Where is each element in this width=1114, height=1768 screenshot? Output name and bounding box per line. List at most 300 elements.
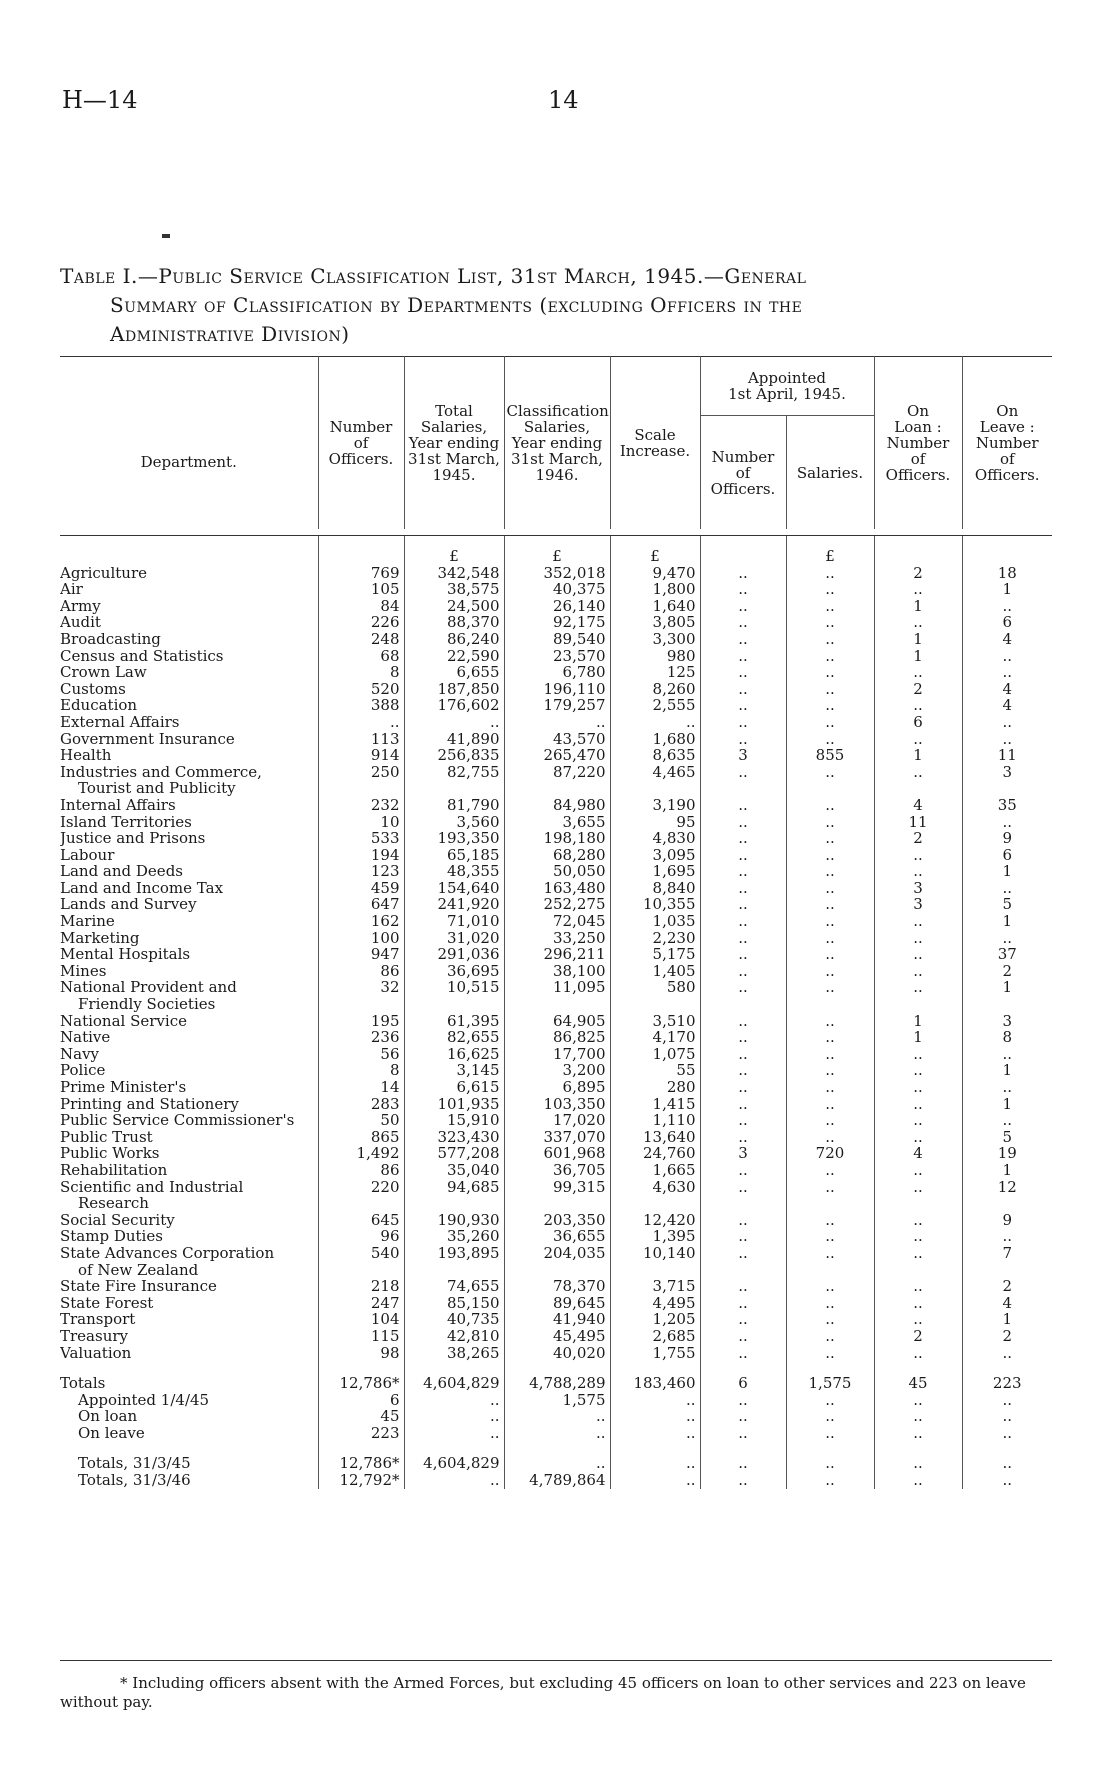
header-department: Department. — [140, 453, 237, 471]
cell-tot: .. — [404, 1408, 504, 1425]
cell-cls: 89,645 — [504, 1295, 610, 1312]
cell-as: .. — [786, 764, 874, 797]
cell-tot: .. — [404, 714, 504, 731]
cell-scl: 3,190 — [610, 797, 700, 814]
cell-loan: .. — [874, 1278, 962, 1295]
cell-cls: 196,110 — [504, 681, 610, 698]
department-name: Printing and Stationery — [60, 1095, 239, 1113]
cell-as: .. — [786, 1345, 874, 1362]
cell-as: .. — [786, 731, 874, 748]
department-row — [60, 714, 1052, 731]
cell-scl: 3,805 — [610, 614, 700, 631]
cell-tot: 154,640 — [404, 880, 504, 897]
h-tot-line: 31st March, — [408, 450, 500, 468]
unit-appointed-salaries: £ — [786, 536, 874, 565]
cell-leave: 1 — [962, 1062, 1052, 1079]
cell-leave: 3 — [962, 764, 1052, 797]
cell-an: .. — [700, 697, 786, 714]
cell-scl: 8,840 — [610, 880, 700, 897]
cell-n: 647 — [318, 896, 404, 913]
cell-as: .. — [786, 946, 874, 963]
cell-cls: 203,350 — [504, 1212, 610, 1229]
cell-tot: 176,602 — [404, 697, 504, 714]
cell-tot: 6,615 — [404, 1079, 504, 1096]
cell-cls: 198,180 — [504, 830, 610, 847]
cell-scl: 1,695 — [610, 863, 700, 880]
department-name: Crown Law — [60, 664, 147, 681]
cell-tot: 24,500 — [404, 598, 504, 615]
department-name: Lands and Survey — [60, 896, 197, 914]
cell-cls: 40,375 — [504, 581, 610, 598]
header-on-leave — [962, 357, 1052, 530]
cell-n: 247 — [318, 1295, 404, 1312]
department-name: Totals — [60, 1374, 106, 1392]
cell-an: .. — [700, 1311, 786, 1328]
cell-tot: 6,655 — [404, 664, 504, 681]
department-row — [60, 1062, 1052, 1079]
cell-cls: 72,045 — [504, 913, 610, 930]
department-row — [60, 963, 1052, 980]
cell-n: 236 — [318, 1029, 404, 1046]
stray-mark — [162, 234, 170, 238]
cell-leave: .. — [962, 731, 1052, 748]
h-app-line: 1st April, 1945. — [728, 385, 846, 403]
department-name: Industries and Commerce, Tourist and Publicity — [60, 764, 318, 797]
title-line-2: Summary of Classification by Departments (excluding Officers in the — [110, 293, 803, 317]
cell-as: .. — [786, 1013, 874, 1030]
cell-as: .. — [786, 1441, 874, 1472]
totals-sub-row — [60, 1408, 1052, 1425]
cell-cls: 163,480 — [504, 880, 610, 897]
cell-loan: .. — [874, 1392, 962, 1409]
cell-tot: 3,145 — [404, 1062, 504, 1079]
cell-as: .. — [786, 1212, 874, 1229]
cell-n: 12,786* — [318, 1441, 404, 1472]
cell-loan: .. — [874, 1345, 962, 1362]
cell-leave: 3 — [962, 1013, 1052, 1030]
department-name: Land and Income Tax — [60, 879, 224, 897]
header-total-salaries — [404, 357, 504, 530]
cell-tot: 4,604,829 — [404, 1441, 504, 1472]
cell-loan: .. — [874, 1425, 962, 1442]
department-name-continued: of New Zealand — [78, 1260, 199, 1279]
page-number: 14 — [548, 86, 579, 114]
cell-cls: 36,705 — [504, 1162, 610, 1179]
cell-scl: 3,715 — [610, 1278, 700, 1295]
cell-loan: .. — [874, 1408, 962, 1425]
department-row — [60, 631, 1052, 648]
cell-scl: 280 — [610, 1079, 700, 1096]
cell-n: 226 — [318, 614, 404, 631]
cell-cls: 6,780 — [504, 664, 610, 681]
cell-n: 388 — [318, 697, 404, 714]
cell-n: 1,492 — [318, 1145, 404, 1162]
cell-n: 96 — [318, 1228, 404, 1245]
department-row — [60, 1212, 1052, 1229]
cell-cls: 89,540 — [504, 631, 610, 648]
cell-loan: 11 — [874, 814, 962, 831]
cell-as: .. — [786, 714, 874, 731]
cell-n: 14 — [318, 1079, 404, 1096]
cell-n: 947 — [318, 946, 404, 963]
cell-as: .. — [786, 1408, 874, 1425]
cell-scl: 3,300 — [610, 631, 700, 648]
cell-n: 50 — [318, 1112, 404, 1129]
cell-as: .. — [786, 1392, 874, 1409]
cell-loan: .. — [874, 1228, 962, 1245]
cell-n: 459 — [318, 880, 404, 897]
cell-as: .. — [786, 598, 874, 615]
department-row — [60, 1145, 1052, 1162]
cell-as: .. — [786, 1425, 874, 1442]
h-loan-line: of — [910, 450, 926, 468]
cell-cls: 36,655 — [504, 1228, 610, 1245]
cell-leave: 4 — [962, 631, 1052, 648]
cell-loan: .. — [874, 1245, 962, 1278]
cell-an: .. — [700, 1046, 786, 1063]
cell-cls: 265,470 — [504, 747, 610, 764]
cell-loan: .. — [874, 1162, 962, 1179]
cell-loan: .. — [874, 1079, 962, 1096]
cell-cls: .. — [504, 714, 610, 731]
cell-tot: 82,755 — [404, 764, 504, 797]
cell-an: .. — [700, 896, 786, 913]
h-tot-line: Total — [435, 402, 473, 420]
cell-loan: .. — [874, 1112, 962, 1129]
cell-leave: 223 — [962, 1361, 1052, 1392]
cell-cls: 352,018 — [504, 565, 610, 582]
cell-an: 3 — [700, 1145, 786, 1162]
cell-tot: 35,260 — [404, 1228, 504, 1245]
cell-cls: 84,980 — [504, 797, 610, 814]
cell-an: .. — [700, 863, 786, 880]
cell-scl: .. — [610, 714, 700, 731]
header-appointed — [700, 357, 874, 416]
cell-tot: 61,395 — [404, 1013, 504, 1030]
cell-loan: .. — [874, 697, 962, 714]
cell-scl: .. — [610, 1425, 700, 1442]
cell-cls: 99,315 — [504, 1179, 610, 1212]
cell-n: 10 — [318, 814, 404, 831]
h-loan-line: Number — [886, 434, 950, 452]
cell-as: .. — [786, 1295, 874, 1312]
department-name: Agriculture — [60, 564, 147, 582]
cell-an: .. — [700, 1096, 786, 1113]
cell-loan: 1 — [874, 631, 962, 648]
h-cls-line: Year ending — [511, 434, 603, 452]
cell-scl: 980 — [610, 648, 700, 665]
h-num-line: Number — [329, 418, 393, 436]
h-app-line: Appointed — [747, 369, 827, 387]
cell-cls: 337,070 — [504, 1129, 610, 1146]
cell-loan: 1 — [874, 598, 962, 615]
cell-cls: 296,211 — [504, 946, 610, 963]
cell-n: 32 — [318, 979, 404, 1012]
department-name: Appointed 1/4/45 — [78, 1391, 210, 1409]
h-cls-line: Salaries, — [523, 418, 591, 436]
department-name: Education — [60, 697, 138, 714]
cell-tot: 94,685 — [404, 1179, 504, 1212]
cell-as: .. — [786, 581, 874, 598]
department-row — [60, 1328, 1052, 1345]
cell-scl: 4,170 — [610, 1029, 700, 1046]
cell-leave: .. — [962, 714, 1052, 731]
cell-cls: 6,895 — [504, 1079, 610, 1096]
department-row — [60, 979, 1052, 1012]
department-name: Mines — [60, 962, 107, 980]
cell-as: .. — [786, 1228, 874, 1245]
cell-tot: 82,655 — [404, 1029, 504, 1046]
cell-an: .. — [700, 731, 786, 748]
cell-as: .. — [786, 1311, 874, 1328]
cell-as: .. — [786, 1112, 874, 1129]
department-row — [60, 913, 1052, 930]
h-leave-line: of — [999, 450, 1015, 468]
cell-an: .. — [700, 1345, 786, 1362]
cell-scl: 13,640 — [610, 1129, 700, 1146]
cell-loan: .. — [874, 1472, 962, 1489]
cell-scl: 4,830 — [610, 830, 700, 847]
cell-loan: .. — [874, 664, 962, 681]
cell-an: .. — [700, 913, 786, 930]
cell-tot: 74,655 — [404, 1278, 504, 1295]
cell-an: .. — [700, 1278, 786, 1295]
department-row — [60, 797, 1052, 814]
department-name: Land and Deeds — [60, 863, 183, 880]
cell-leave: 19 — [962, 1145, 1052, 1162]
cell-an: .. — [700, 598, 786, 615]
cell-loan: .. — [874, 731, 962, 748]
classification-table — [60, 356, 1052, 1489]
department-name: National Service — [60, 1012, 187, 1030]
cell-as: .. — [786, 1179, 874, 1212]
cell-as: .. — [786, 896, 874, 913]
cell-n: 283 — [318, 1096, 404, 1113]
department-name: Mental Hospitals — [60, 946, 191, 963]
cell-an: 3 — [700, 747, 786, 764]
cell-leave: 5 — [962, 1129, 1052, 1146]
cell-cls: 23,570 — [504, 648, 610, 665]
cell-scl: 4,495 — [610, 1295, 700, 1312]
cell-cls: 3,200 — [504, 1062, 610, 1079]
department-row — [60, 847, 1052, 864]
cell-tot: 38,575 — [404, 581, 504, 598]
cell-an: 6 — [700, 1361, 786, 1392]
cell-as: .. — [786, 1062, 874, 1079]
cell-as: .. — [786, 814, 874, 831]
cell-an: .. — [700, 1212, 786, 1229]
cell-scl: 1,755 — [610, 1345, 700, 1362]
department-name: Treasury — [60, 1327, 128, 1345]
cell-scl: 1,680 — [610, 731, 700, 748]
cell-n: 104 — [318, 1311, 404, 1328]
cell-as: .. — [786, 847, 874, 864]
department-row — [60, 1096, 1052, 1113]
cell-loan: .. — [874, 847, 962, 864]
h-leave-line: On — [996, 402, 1019, 420]
department-name: Customs — [60, 680, 126, 698]
cell-an: .. — [700, 681, 786, 698]
cell-cls: .. — [504, 1425, 610, 1442]
department-row — [60, 747, 1052, 764]
cell-as: 1,575 — [786, 1361, 874, 1392]
cell-loan: .. — [874, 930, 962, 947]
cell-leave: .. — [962, 598, 1052, 615]
cell-scl: 10,355 — [610, 896, 700, 913]
cell-scl: 125 — [610, 664, 700, 681]
cell-scl: 1,395 — [610, 1228, 700, 1245]
cell-leave: 2 — [962, 1278, 1052, 1295]
cell-an: .. — [700, 1295, 786, 1312]
h-an-line: Number — [711, 447, 775, 466]
bottom-rule — [60, 1660, 1052, 1661]
department-name: Marketing — [60, 929, 140, 947]
cell-an: .. — [700, 1228, 786, 1245]
cell-n: 218 — [318, 1278, 404, 1295]
cell-tot: 193,895 — [404, 1245, 504, 1278]
cell-tot: 16,625 — [404, 1046, 504, 1063]
department-name: Transport — [60, 1311, 136, 1328]
cell-leave: .. — [962, 1046, 1052, 1063]
cell-an: .. — [700, 1245, 786, 1278]
cell-cls: 43,570 — [504, 731, 610, 748]
cell-n: 195 — [318, 1013, 404, 1030]
cell-cls: .. — [504, 1441, 610, 1472]
cell-tot: 15,910 — [404, 1112, 504, 1129]
cell-n: 540 — [318, 1245, 404, 1278]
department-name: Native — [60, 1029, 111, 1046]
cell-scl: 8,260 — [610, 681, 700, 698]
cell-as: .. — [786, 565, 874, 582]
cell-loan: 4 — [874, 797, 962, 814]
cell-an: .. — [700, 1392, 786, 1409]
department-row — [60, 930, 1052, 947]
cell-as: .. — [786, 1328, 874, 1345]
cell-as: .. — [786, 963, 874, 980]
cell-leave: .. — [962, 664, 1052, 681]
cell-scl: 24,760 — [610, 1145, 700, 1162]
cell-as: .. — [786, 930, 874, 947]
h-loan-line: On — [907, 402, 929, 420]
cell-loan: 4 — [874, 1145, 962, 1162]
cell-scl: 1,800 — [610, 581, 700, 598]
cell-leave: .. — [962, 880, 1052, 897]
department-name-continued: Friendly Societies — [78, 995, 216, 1013]
cell-tot: 38,265 — [404, 1345, 504, 1362]
cell-scl: 4,630 — [610, 1179, 700, 1212]
cell-n: 162 — [318, 913, 404, 930]
department-name: Army — [60, 597, 101, 615]
cell-an: .. — [700, 1472, 786, 1489]
cell-as: .. — [786, 913, 874, 930]
cell-tot: 22,590 — [404, 648, 504, 665]
cell-scl: 1,405 — [610, 963, 700, 980]
cell-n: .. — [318, 714, 404, 731]
cell-scl: .. — [610, 1392, 700, 1409]
cell-n: 220 — [318, 1179, 404, 1212]
cell-an: .. — [700, 830, 786, 847]
cell-leave: .. — [962, 1408, 1052, 1425]
cell-loan: .. — [874, 1441, 962, 1472]
cell-n: 98 — [318, 1345, 404, 1362]
cell-leave: .. — [962, 1392, 1052, 1409]
cell-loan: .. — [874, 581, 962, 598]
cell-loan: 2 — [874, 565, 962, 582]
department-row — [60, 1245, 1052, 1278]
title-line-1: Table I.—Public Service Classification List, 31st March, 1945.—General — [60, 264, 807, 288]
cell-as: .. — [786, 1245, 874, 1278]
cell-cls: 4,789,864 — [504, 1472, 610, 1489]
department-row — [60, 1013, 1052, 1030]
cell-loan: .. — [874, 946, 962, 963]
cell-an: .. — [700, 565, 786, 582]
cell-n: 769 — [318, 565, 404, 582]
cell-an: .. — [700, 631, 786, 648]
cell-n: 12,792* — [318, 1472, 404, 1489]
cell-scl: 2,230 — [610, 930, 700, 947]
cell-loan: .. — [874, 1212, 962, 1229]
cell-tot: 193,350 — [404, 830, 504, 847]
cell-leave: 6 — [962, 847, 1052, 864]
department-name: Stamp Duties — [60, 1228, 163, 1245]
units-row — [60, 536, 1052, 565]
department-row — [60, 863, 1052, 880]
department-row — [60, 664, 1052, 681]
cell-leave: .. — [962, 1441, 1052, 1472]
cell-n: 232 — [318, 797, 404, 814]
cell-an: .. — [700, 847, 786, 864]
cell-tot: 88,370 — [404, 614, 504, 631]
cell-n: 12,786* — [318, 1361, 404, 1392]
cell-scl: 1,205 — [610, 1311, 700, 1328]
cell-loan: .. — [874, 913, 962, 930]
cell-tot: 101,935 — [404, 1096, 504, 1113]
cell-as: .. — [786, 648, 874, 665]
cell-cls: 68,280 — [504, 847, 610, 864]
cell-scl: 183,460 — [610, 1361, 700, 1392]
cell-cls: 17,700 — [504, 1046, 610, 1063]
department-name: Rehabilitation — [60, 1161, 168, 1179]
cell-loan: .. — [874, 1062, 962, 1079]
h-scl-line: Scale — [634, 426, 676, 444]
h-leave-line: Leave : — [979, 418, 1035, 436]
department-name: Air — [60, 581, 83, 598]
header-on-loan — [874, 357, 962, 530]
department-row — [60, 731, 1052, 748]
cell-an: .. — [700, 581, 786, 598]
h-cls-line: 1946. — [535, 466, 579, 484]
h-an-line: of — [735, 463, 751, 482]
cell-scl: 1,110 — [610, 1112, 700, 1129]
cell-an: .. — [700, 814, 786, 831]
header-classification-salaries — [504, 357, 610, 530]
department-row — [60, 1345, 1052, 1362]
department-name: National Provident and Friendly Societies — [60, 979, 318, 1012]
department-row — [60, 681, 1052, 698]
department-name: Police — [60, 1062, 106, 1079]
department-name: Public Service Commissioner's — [60, 1112, 295, 1129]
h-leave-line: Officers. — [974, 466, 1040, 484]
cell-as: 855 — [786, 747, 874, 764]
cell-an: .. — [700, 1129, 786, 1146]
cell-n: 45 — [318, 1408, 404, 1425]
cell-n: 520 — [318, 681, 404, 698]
cell-tot: 41,890 — [404, 731, 504, 748]
cell-loan: 1 — [874, 747, 962, 764]
cell-leave: 1 — [962, 1162, 1052, 1179]
cell-leave: .. — [962, 648, 1052, 665]
cell-leave: 2 — [962, 1328, 1052, 1345]
